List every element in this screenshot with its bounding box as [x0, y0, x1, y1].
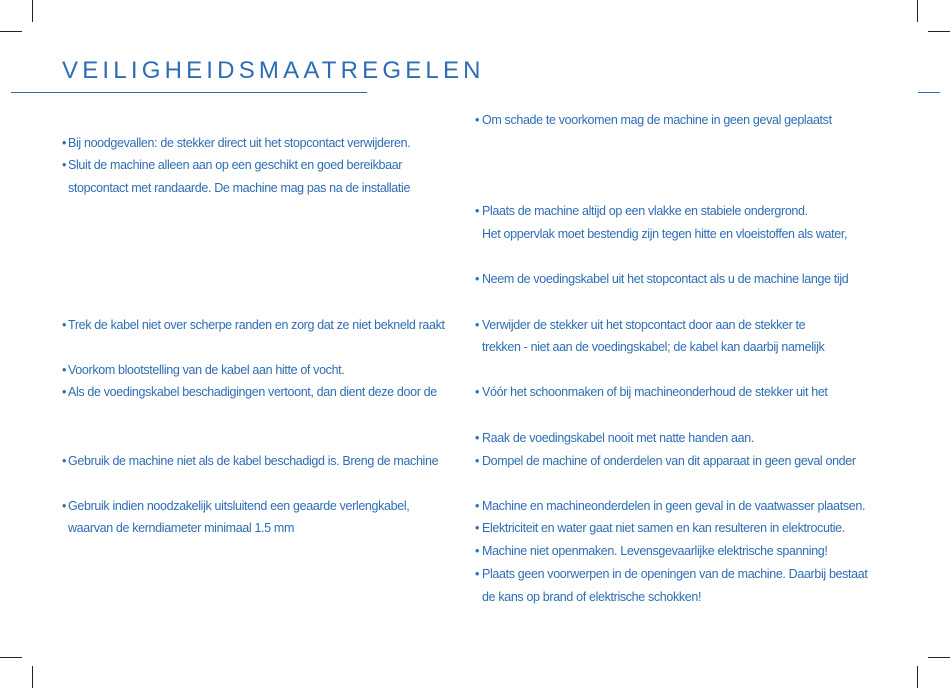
list-item-continuation: stopcontact met randaarde. De machine mag pas na de installatie	[68, 181, 411, 195]
bullet-marker: •	[475, 521, 480, 535]
bullet-marker: •	[475, 204, 480, 218]
list-item-text: Bij noodgevallen: de stekker direct uit het stopcontact verwijderen.	[68, 136, 411, 150]
crop-mark-top-left-horizontal	[0, 31, 22, 32]
list-item-continuation: Het oppervlak moet bestendig zijn tegen hitte en vloeistoffen als water,	[482, 227, 848, 241]
list-item-text: Verwijder de stekker uit het stopcontact door aan de stekker te	[482, 318, 806, 332]
list-item-text: Plaats de machine altijd op een vlakke en stabiele ondergrond.	[482, 204, 808, 218]
list-item-text: Dompel de machine of onderdelen van dit apparaat in geen geval onder	[482, 454, 856, 468]
list-item-continuation: de kans op brand of elektrische schokken!	[482, 590, 702, 604]
crop-mark-top-right-horizontal	[928, 31, 950, 32]
list-item-text: Neem de voedingskabel uit het stopcontact als u de machine lange tijd	[482, 272, 849, 286]
list-item-text: Raak de voedingskabel nooit met natte handen aan.	[482, 431, 754, 445]
bullet-marker: •	[475, 544, 480, 558]
list-item-text: Machine en machineonderdelen in geen geval in de vaatwasser plaatsen.	[482, 499, 866, 513]
bullet-marker: •	[62, 158, 67, 172]
bullet-marker: •	[475, 431, 480, 445]
list-item-text: Vóór het schoonmaken of bij machineonderhoud de stekker uit het	[482, 385, 828, 399]
bullet-marker: •	[62, 318, 67, 332]
list-item-text: Gebruik de machine niet als de kabel beschadigd is. Breng de machine	[68, 454, 439, 468]
bullet-marker: •	[475, 567, 480, 581]
list-item-continuation: waarvan de kerndiameter minimaal 1.5 mm	[68, 521, 295, 535]
bullet-marker: •	[475, 454, 480, 468]
bullet-marker: •	[475, 499, 480, 513]
bullet-marker: •	[62, 136, 67, 150]
list-item-text: Voorkom blootstelling van de kabel aan hitte of vocht.	[68, 363, 345, 377]
crop-mark-top-left-vertical	[32, 0, 33, 22]
crop-mark-bottom-left-vertical	[32, 666, 33, 688]
list-item-text: Trek de kabel niet over scherpe randen en zorg dat ze niet bekneld raakt	[68, 318, 445, 332]
list-item-text: Gebruik indien noodzakelijk uitsluitend een geaarde verlengkabel,	[68, 499, 410, 513]
title-underline	[11, 92, 367, 93]
bullet-marker: •	[475, 385, 480, 399]
crop-mark-top-right-vertical	[917, 0, 918, 22]
list-item-text: Plaats geen voorwerpen in de openingen van de machine. Daarbij bestaat	[482, 567, 868, 581]
bullet-marker: •	[62, 363, 67, 377]
list-item-continuation: trekken - niet aan de voedingskabel; de kabel kan daarbij namelijk	[482, 340, 825, 354]
crop-mark-bottom-left-horizontal	[0, 657, 22, 658]
bullet-marker: •	[62, 385, 67, 399]
list-item-text: Elektriciteit en water gaat niet samen en kan resulteren in elektrocutie.	[482, 521, 845, 535]
bullet-marker: •	[475, 318, 480, 332]
bullet-marker: •	[62, 454, 67, 468]
right-page-rule	[918, 92, 940, 93]
crop-mark-bottom-right-horizontal	[928, 657, 950, 658]
page-title: VEILIGHEIDSMAATREGELEN	[62, 57, 485, 84]
list-item-text: Sluit de machine alleen aan op een geschikt en goed bereikbaar	[68, 158, 403, 172]
bullet-marker: •	[475, 272, 480, 286]
list-item-text: Als de voedingskabel beschadigingen vertoont, dan dient deze door de	[68, 385, 437, 399]
bullet-marker: •	[62, 499, 67, 513]
bullet-marker: •	[475, 113, 480, 127]
list-item-text: Om schade te voorkomen mag de machine in geen geval geplaatst	[482, 113, 832, 127]
list-item-text: Machine niet openmaken. Levensgevaarlijke elektrische spanning!	[482, 544, 828, 558]
crop-mark-bottom-right-vertical	[917, 666, 918, 688]
